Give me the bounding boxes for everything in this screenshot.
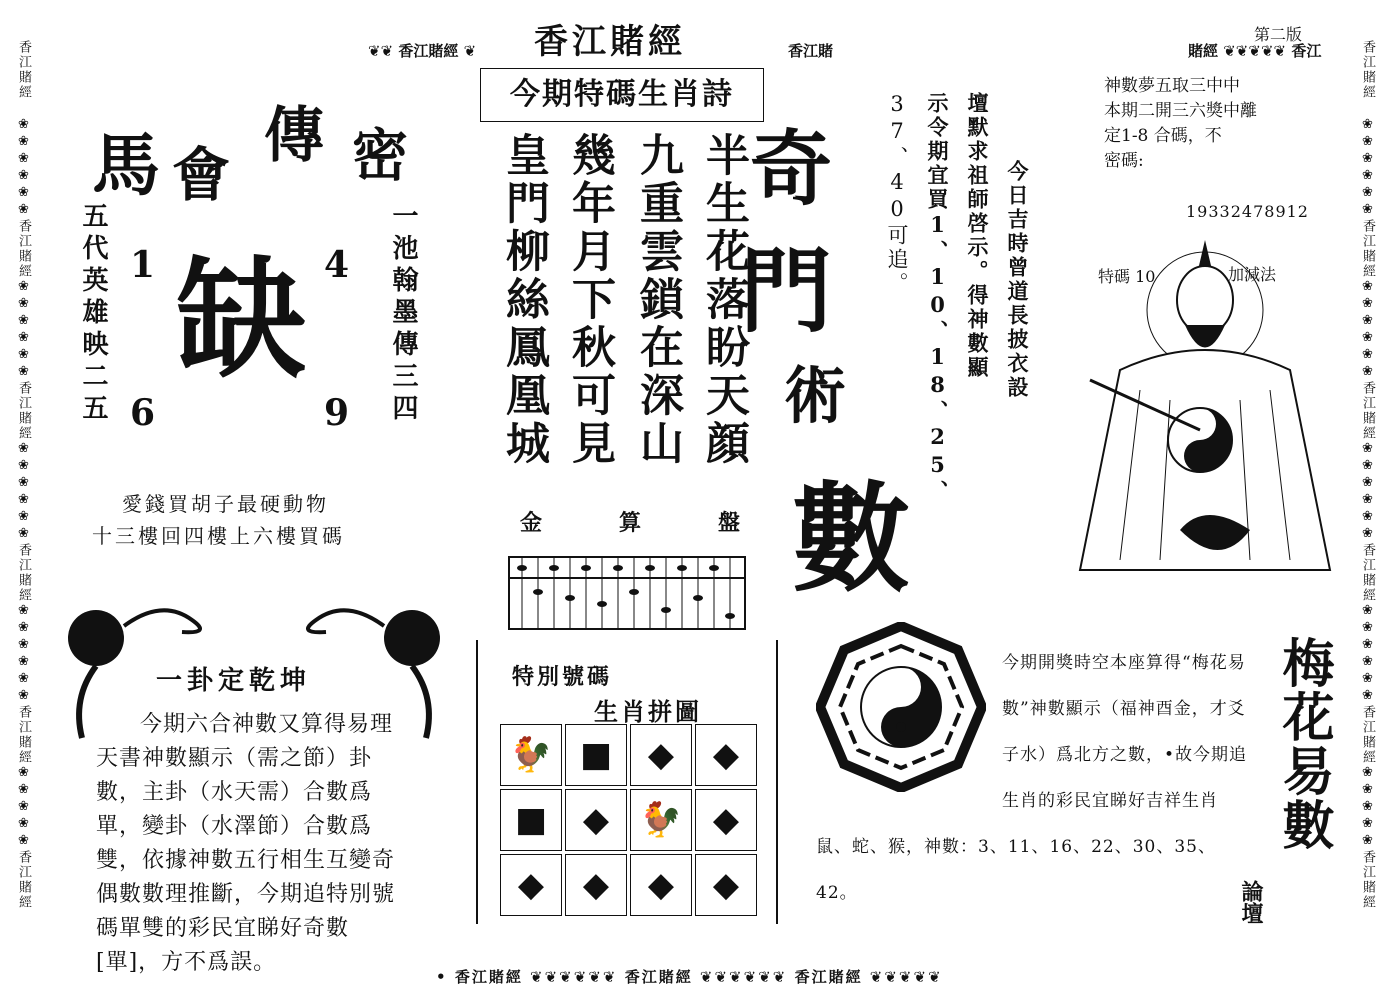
taoist-figure-image <box>1060 230 1350 590</box>
title-char-2: 會 <box>172 141 231 209</box>
abacus-char-1: 金 <box>520 510 543 536</box>
right-side-strip: 香江賭經 ❀❀❀❀❀❀香江賭經❀❀❀❀❀❀香江賭經❀❀❀❀❀❀香江賭經❀❀❀❀❀❀香江賭經❀❀❀❀❀香江賭經 <box>1360 40 1375 910</box>
method-label: 加減法 <box>1228 265 1277 284</box>
title-caption-2: 十三樓回四樓上六樓買碼 <box>92 524 345 548</box>
meihua-float-spacer <box>816 640 1002 824</box>
footer-label-3: 香江賭經 <box>794 968 863 986</box>
title-left-column: 五代英雄映二五 <box>78 202 108 426</box>
big-title-char-2: 門 <box>740 237 833 345</box>
abacus-char-2: 算 <box>618 510 641 536</box>
big-title-char-3: 術 <box>784 359 847 432</box>
zodiac-cell: ◆ <box>565 789 627 851</box>
gua-body: 今期六合神數又算得易理天書神數顯示（需之節）卦數，主卦（水天需）合數爲單，變卦（水澤節）合數爲雙，依據神數五行相生互變奇偶數數理推斷，今期追特別號碼單雙的彩民宜睇好奇數[單]，方不爲誤。 <box>96 712 396 975</box>
big-title-char-1: 奇 <box>750 121 833 217</box>
title-char-3: 傳 <box>264 101 324 171</box>
master-text-col-1: 今日吉時曾道長披衣設 <box>1005 160 1030 400</box>
poem-column-2: 九重雲鎖在深山 <box>632 132 683 468</box>
notes-line-2: 本期二開三六獎中離 <box>1104 101 1257 121</box>
zodiac-cell: ◆ <box>695 854 757 916</box>
special-code: 特碼 10 <box>1098 267 1156 286</box>
title-right-column: 一池翰墨傳三四 <box>388 202 418 426</box>
header-right-label: 賭經 ❦❦❦❦❦ 香江 <box>1188 42 1322 60</box>
meihua-vertical-subtitle: 論壇 <box>1238 880 1264 924</box>
zodiac-cell: ◆ <box>630 854 692 916</box>
gua-title: 一卦定乾坤 <box>156 666 312 696</box>
number-6: 6 <box>130 392 156 434</box>
title-char-4: 密 <box>352 123 408 189</box>
number-9: 9 <box>324 392 350 434</box>
right-side-label: 香江賭經 <box>1360 40 1375 100</box>
number-4: 4 <box>324 244 350 286</box>
center-glyph: 缺 <box>176 243 307 396</box>
poem-column-1: 半生花落盼天顔 <box>698 132 749 468</box>
notes-line-4: 密碼: <box>1104 151 1144 171</box>
abacus-char-3: 盤 <box>717 510 740 536</box>
header-mid-label: 香江賭 <box>788 42 834 60</box>
edition-label: 第二版 <box>1254 25 1303 44</box>
footer-label-2: 香江賭經 <box>624 968 693 986</box>
zodiac-cell: ◆ <box>695 789 757 851</box>
master-text-col-4: 37、40可追。 <box>885 92 909 296</box>
zodiac-title-2: 生肖拼圖 <box>594 698 702 726</box>
master-text-col-2: 壇默求祖師啓示。得神數顯 <box>965 92 990 380</box>
poem-title: 今期特碼生肖詩 <box>510 77 734 112</box>
zodiac-cell: 🐓 <box>500 724 562 786</box>
zodiac-cell: ■ <box>565 724 627 786</box>
phone-number: 19332478912 <box>1186 202 1309 221</box>
zodiac-grid <box>500 724 757 916</box>
zodiac-cell: 🐓 <box>630 789 692 851</box>
meihua-body <box>816 640 1252 916</box>
notes-line-1: 神數夢五取三中中 <box>1104 76 1240 96</box>
title-caption-1: 愛錢買胡子最硬動物 <box>122 492 329 516</box>
left-side-strip: 香江賭經 ❀❀❀❀❀❀香江賭經❀❀❀❀❀❀香江賭經❀❀❀❀❀❀香江賭經❀❀❀❀❀❀香江賭經❀❀❀❀❀香江賭經 <box>16 40 31 910</box>
left-side-label: 香江賭經 <box>16 40 31 100</box>
footer-strip: • 香江賭經 ❦❦❦❦❦❦ 香江賭經 ❦❦❦❦❦❦ 香江賭經 ❦❦❦❦❦ <box>436 968 943 986</box>
number-1: 1 <box>130 244 156 286</box>
zodiac-cell: ◆ <box>500 854 562 916</box>
poem-column-3: 幾年月下秋可見 <box>564 132 615 468</box>
meihua-body-text: 今期開獎時空本座算得“梅花易數”神數顯示（福神酉金，才爻子水）爲北方之數，•故今期追生肖的彩民宜睇好吉祥生肖鼠、蛇、猴，神數：3、11、16、22、30、35、42。 <box>816 653 1248 903</box>
zodiac-cell: ◆ <box>565 854 627 916</box>
meihua-vertical-title: 梅花易數 <box>1273 636 1334 852</box>
masthead-title: 香江賭經 <box>534 22 686 62</box>
big-title-char-4: 數 <box>792 469 911 608</box>
title-char-1: 馬 <box>92 126 161 206</box>
abacus-image <box>508 556 746 630</box>
poem-column-4: 皇門柳絲鳳凰城 <box>498 132 549 468</box>
abacus-title <box>520 506 740 537</box>
footer-label-1: 香江賭經 <box>454 968 523 986</box>
zodiac-cell: ◆ <box>630 724 692 786</box>
zodiac-cell: ■ <box>500 789 562 851</box>
master-text-col-3: 示令期宜買1、10、18、25、 <box>925 92 950 504</box>
notes-block <box>1104 74 1344 174</box>
poem-title-box <box>480 68 764 122</box>
zodiac-cell: ◆ <box>695 724 757 786</box>
zodiac-title-1: 特別號碼 <box>512 665 613 690</box>
header-left-label: ❦❦ 香江賭經 ❦ <box>368 42 477 60</box>
notes-line-3: 定1-8 合碼，不 <box>1104 126 1222 146</box>
